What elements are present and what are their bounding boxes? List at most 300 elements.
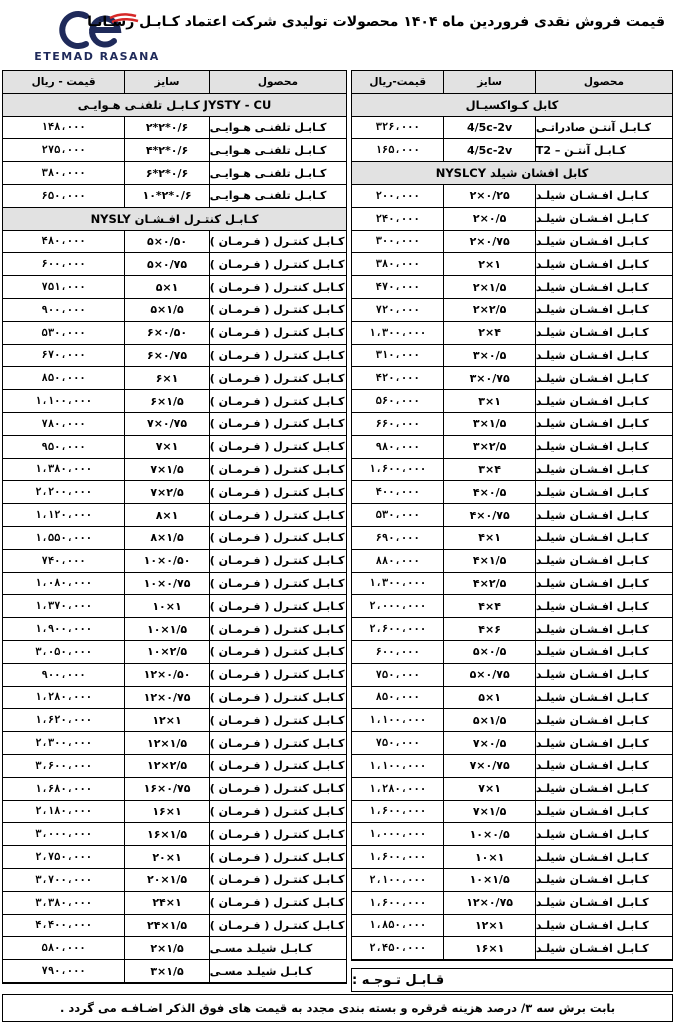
product-cell: کـابـل کنتـرل ( فـرمـان ) xyxy=(209,778,346,800)
product-cell: کـابـل کنتـرل ( فـرمـان ) xyxy=(209,367,346,389)
product-cell: کـابـل افـشـان شیلـد xyxy=(535,436,672,458)
size-cell: ۱۲×۱ xyxy=(124,709,209,731)
price-cell: ۸۵۰،۰۰۰ xyxy=(41,372,86,385)
table-row xyxy=(352,664,672,687)
note-label: قـابـل تـوجـه : xyxy=(351,968,673,992)
price-cell: ۵۳۰،۰۰۰ xyxy=(375,509,420,522)
product-cell: کـابـل افـشـان شیلـد xyxy=(535,345,672,367)
table-row xyxy=(352,208,672,231)
table-row xyxy=(3,846,346,869)
size-cell: ۲۰×۱ xyxy=(124,846,209,868)
product-cell: کـابـل کنتـرل ( فـرمـان ) xyxy=(209,915,346,937)
size-cell: ۷×۰/۷۵ xyxy=(124,413,209,435)
footer-note: بابت برش سه ۳/ درصد هزینه قرقره و بسته بندی مجدد به قیمت های فوق الذکر اضـافـه می گردد . xyxy=(2,994,673,1022)
size-cell: ۵×۰/۵ xyxy=(443,641,534,663)
product-cell: کـابـل کنتـرل ( فـرمـان ) xyxy=(209,253,346,275)
table-row xyxy=(3,162,346,185)
product-cell: کـابـل افـشـان شیلـد xyxy=(535,869,672,891)
table-row xyxy=(352,641,672,664)
size-cell: ۲۴×۱ xyxy=(124,892,209,914)
price-cell: ۷۵۰،۰۰۰ xyxy=(375,668,420,681)
table-row xyxy=(352,527,672,550)
price-cell: ۲۷۵،۰۰۰ xyxy=(41,144,86,157)
product-cell: کـابـل افـشـان شیلـد xyxy=(535,846,672,868)
size-cell: ۷×۱ xyxy=(124,436,209,458)
size-cell: ۶×۱/۵ xyxy=(124,390,209,412)
price-cell: ۳۸۰،۰۰۰ xyxy=(375,258,420,271)
size-cell: ۱۰×۱/۵ xyxy=(124,618,209,640)
table-row xyxy=(352,846,672,869)
table-row xyxy=(352,413,672,436)
price-cell: ۷۸۰،۰۰۰ xyxy=(41,417,86,430)
table-row xyxy=(3,436,346,459)
table-row xyxy=(352,139,672,162)
price-cell: ۲۴۰،۰۰۰ xyxy=(375,212,420,225)
product-cell: کـابـل آنتـن صادراتـی xyxy=(535,117,672,139)
price-cell: ۶۰۰،۰۰۰ xyxy=(41,258,86,271)
price-cell: ۱،۲۸۰،۰۰۰ xyxy=(369,782,427,795)
product-cell: کـابـل افـشـان شیلـد xyxy=(535,276,672,298)
product-cell: کـابـل کنتـرل ( فـرمـان ) xyxy=(209,573,346,595)
size-cell: ۴×۶ xyxy=(443,618,534,640)
price-cell: ۹۸۰،۰۰۰ xyxy=(375,440,420,453)
product-cell: کـابـل کنتـرل ( فـرمـان ) xyxy=(209,687,346,709)
size-cell: ۱۲×۲/۵ xyxy=(124,755,209,777)
price-cell: ۲،۱۸۰،۰۰۰ xyxy=(35,805,93,818)
size-cell: ۱۶×۰/۷۵ xyxy=(124,778,209,800)
size-cell: ۶×۱ xyxy=(124,367,209,389)
table-row xyxy=(3,504,346,527)
size-cell: ۷×۰/۷۵ xyxy=(443,755,534,777)
product-cell: کـابـل کنتـرل ( فـرمـان ) xyxy=(209,618,346,640)
price-cell: ۴۲۰،۰۰۰ xyxy=(375,372,420,385)
price-cell: ۵۳۰،۰۰۰ xyxy=(41,326,86,339)
price-cell: ۱،۶۲۰،۰۰۰ xyxy=(35,714,93,727)
table-header-row xyxy=(352,71,672,94)
table-row xyxy=(352,573,672,596)
size-cell: ۴×۴ xyxy=(443,595,534,617)
table-row xyxy=(352,117,672,140)
price-cell: ۱،۱۰۰،۰۰۰ xyxy=(369,759,427,772)
price-cell: ۳،۷۰۰،۰۰۰ xyxy=(35,873,93,886)
price-cell: ۱،۶۰۰،۰۰۰ xyxy=(369,805,427,818)
price-cell: ۱،۹۰۰،۰۰۰ xyxy=(35,623,93,636)
price-cell: ۲،۲۰۰،۰۰۰ xyxy=(35,486,93,499)
size-cell: ۱۶×۱ xyxy=(124,801,209,823)
product-cell: کـابـل افـشـان شیلـد xyxy=(535,892,672,914)
size-cell: ۵×۰/۵۰ xyxy=(124,231,209,253)
price-cell: ۱،۳۰۰،۰۰۰ xyxy=(369,326,427,339)
size-cell: ۲۰×۱/۵ xyxy=(124,869,209,891)
product-cell: کـابـل افـشـان شیلـد xyxy=(535,937,672,959)
table-row xyxy=(352,345,672,368)
price-cell: ۳۱۰،۰۰۰ xyxy=(375,349,420,362)
table-row xyxy=(3,801,346,824)
product-cell: کـابـل کنتـرل ( فـرمـان ) xyxy=(209,846,346,868)
product-cell: کـابـل تلفنـی هـوایـی xyxy=(209,185,346,207)
table-row xyxy=(352,367,672,390)
product-cell: کـابـل افـشـان شیلـد xyxy=(535,641,672,663)
product-cell: کـابـل کنتـرل ( فـرمـان ) xyxy=(209,276,346,298)
size-cell: ۴×۰/۵ xyxy=(443,481,534,503)
size-cell: ۱۶×۱ xyxy=(443,937,534,959)
price-cell: ۲،۳۰۰،۰۰۰ xyxy=(35,737,93,750)
size-cell: ۷×۱/۵ xyxy=(443,801,534,823)
product-cell: کـابـل افـشـان شیلـد xyxy=(535,823,672,845)
table-header-row xyxy=(3,71,346,94)
table-row xyxy=(3,778,346,801)
product-cell: کـابـل کنتـرل ( فـرمـان ) xyxy=(209,550,346,572)
size-cell: ۳×۱/۵ xyxy=(443,413,534,435)
product-cell: کـابـل افـشـان شیلـد xyxy=(535,618,672,640)
price-cell: ۱،۶۰۰،۰۰۰ xyxy=(369,896,427,909)
size-cell: ۱۲×۱/۵ xyxy=(124,732,209,754)
size-cell: ۳×۴ xyxy=(443,459,534,481)
product-cell: کـابـل کنتـرل ( فـرمـان ) xyxy=(209,664,346,686)
product-cell: کـابـل کنتـرل ( فـرمـان ) xyxy=(209,322,346,344)
table-row xyxy=(3,892,346,915)
price-cell: ۳۲۶،۰۰۰ xyxy=(375,121,420,134)
product-cell: کـابـل افـشـان شیلـد xyxy=(535,299,672,321)
price-cell: ۹۰۰،۰۰۰ xyxy=(41,303,86,316)
product-cell: کـابـل کنتـرل ( فـرمـان ) xyxy=(209,527,346,549)
product-cell: کـابـل کنتـرل ( فـرمـان ) xyxy=(209,595,346,617)
price-cell: ۱،۶۰۰،۰۰۰ xyxy=(369,851,427,864)
size-cell: ۶×۰/۷۵ xyxy=(124,345,209,367)
product-cell: کـابـل کنتـرل ( فـرمـان ) xyxy=(209,641,346,663)
table-row xyxy=(3,937,346,960)
product-cell: کـابـل افـشـان شیلـد xyxy=(535,413,672,435)
price-cell: ۳۸۰،۰۰۰ xyxy=(41,167,86,180)
product-cell: کـابـل افـشـان شیلـد xyxy=(535,527,672,549)
table-row xyxy=(352,618,672,641)
product-cell: کـابـل افـشـان شیلـد xyxy=(535,709,672,731)
product-cell: کـابـل افـشـان شیلـد xyxy=(535,459,672,481)
size-cell: ۵×۱/۵ xyxy=(124,299,209,321)
size-cell: ۱۰×۲/۵ xyxy=(124,641,209,663)
size-cell: ۱۰×۰/۵۰ xyxy=(124,550,209,572)
price-cell: ۱،۳۸۰،۰۰۰ xyxy=(35,463,93,476)
column-header-size: سایز xyxy=(443,71,534,93)
table-row xyxy=(352,709,672,732)
product-cell: کـابـل کنتـرل ( فـرمـان ) xyxy=(209,436,346,458)
price-cell: ۱۴۸،۰۰۰ xyxy=(41,121,86,134)
price-cell: ۷۴۰،۰۰۰ xyxy=(41,554,86,567)
size-cell: ۱۲×۰/۷۵ xyxy=(443,892,534,914)
size-cell: ۷×۱/۵ xyxy=(124,459,209,481)
size-cell: ۲×۴ xyxy=(443,322,534,344)
product-cell: کـابـل شیلـد مسـی xyxy=(209,937,346,959)
table-row xyxy=(352,892,672,915)
product-cell: کـابـل افـشـان شیلـد xyxy=(535,732,672,754)
table-row xyxy=(3,185,346,208)
table-row xyxy=(352,253,672,276)
table-row xyxy=(3,459,346,482)
price-cell: ۳۰۰،۰۰۰ xyxy=(375,235,420,248)
price-cell: ۱،۱۰۰،۰۰۰ xyxy=(35,395,93,408)
size-cell: 4/5c-2v xyxy=(443,139,534,161)
table-row xyxy=(352,937,672,960)
size-cell: ۵×۰/۷۵ xyxy=(443,664,534,686)
table-row xyxy=(352,778,672,801)
product-cell: کـابـل کنتـرل ( فـرمـان ) xyxy=(209,709,346,731)
product-cell: کـابـل کنتـرل ( فـرمـان ) xyxy=(209,481,346,503)
size-cell: ۸×۱ xyxy=(124,504,209,526)
product-cell: کـابـل تلفنـی هـوایـی xyxy=(209,117,346,139)
table-row xyxy=(3,618,346,641)
product-cell: کـابـل افـشـان شیلـد xyxy=(535,778,672,800)
price-cell: ۱،۳۰۰،۰۰۰ xyxy=(369,577,427,590)
table-row xyxy=(3,687,346,710)
price-cell: ۲،۷۵۰،۰۰۰ xyxy=(35,851,93,864)
product-cell: کـابـل افـشـان شیلـد xyxy=(535,481,672,503)
price-cell: ۲،۴۵۰،۰۰۰ xyxy=(369,942,427,955)
table-row xyxy=(3,915,346,938)
table-row xyxy=(3,367,346,390)
table-row xyxy=(3,231,346,254)
product-cell: کـابـل افـشـان شیلـد xyxy=(535,253,672,275)
table-row xyxy=(3,276,346,299)
table-row xyxy=(352,459,672,482)
product-cell: کـابـل افـشـان شیلـد xyxy=(535,504,672,526)
section-header: کابل افشان شیلد NYSLCY xyxy=(352,162,672,185)
price-cell: ۱۶۵،۰۰۰ xyxy=(375,144,420,157)
table-row xyxy=(352,687,672,710)
product-cell: کـابـل کنتـرل ( فـرمـان ) xyxy=(209,732,346,754)
price-cell: ۱،۸۵۰،۰۰۰ xyxy=(369,919,427,932)
table-row xyxy=(3,755,346,778)
table-row xyxy=(3,299,346,322)
table-row xyxy=(3,481,346,504)
table-row xyxy=(352,550,672,573)
table-row xyxy=(352,801,672,824)
table-row xyxy=(352,915,672,938)
price-cell: ۶۵۰،۰۰۰ xyxy=(41,189,86,202)
size-cell: ۶*۲*۰/۶ xyxy=(124,162,209,184)
size-cell: ۲×۰/۷۵ xyxy=(443,231,534,253)
size-cell: ۳×۱ xyxy=(443,390,534,412)
table-row xyxy=(3,960,346,983)
table-row xyxy=(352,299,672,322)
product-cell: کـابـل افـشـان شیلـد xyxy=(535,573,672,595)
price-cell: ۷۵۱،۰۰۰ xyxy=(41,281,86,294)
price-cell: ۲۰۰،۰۰۰ xyxy=(375,189,420,202)
size-cell: ۷×۰/۵ xyxy=(443,732,534,754)
product-cell: کـابـل افـشـان شیلـد xyxy=(535,231,672,253)
product-cell: کـابـل افـشـان شیلـد xyxy=(535,208,672,230)
table-row xyxy=(3,641,346,664)
logo-text: ETEMAD RASANA xyxy=(34,50,160,63)
product-cell: کـابـل افـشـان شیلـد xyxy=(535,390,672,412)
product-cell: کـابـل کنتـرل ( فـرمـان ) xyxy=(209,413,346,435)
price-cell: ۱،۱۲۰،۰۰۰ xyxy=(35,509,93,522)
table-row xyxy=(3,253,346,276)
column-header-price: قیمت - ریال xyxy=(31,75,96,88)
table-row xyxy=(352,732,672,755)
price-cell: ۳،۰۰۰،۰۰۰ xyxy=(35,828,93,841)
size-cell: ۴×۲/۵ xyxy=(443,573,534,595)
table-row xyxy=(3,595,346,618)
price-cell: ۲،۰۰۰،۰۰۰ xyxy=(369,600,427,613)
table-row xyxy=(352,504,672,527)
size-cell: ۴×۰/۷۵ xyxy=(443,504,534,526)
size-cell: ۴×۱/۵ xyxy=(443,550,534,572)
price-cell: ۶۶۰،۰۰۰ xyxy=(375,417,420,430)
product-cell: کـابـل تلفنـی هـوایـی xyxy=(209,162,346,184)
table-row xyxy=(3,823,346,846)
product-cell: کـابـل کنتـرل ( فـرمـان ) xyxy=(209,345,346,367)
price-cell: ۸۵۰،۰۰۰ xyxy=(375,691,420,704)
product-cell: کـابـل افـشـان شیلـد xyxy=(535,322,672,344)
price-cell: ۳،۶۰۰،۰۰۰ xyxy=(35,759,93,772)
price-cell: ۴۸۰،۰۰۰ xyxy=(41,235,86,248)
price-cell: ۱،۱۰۰،۰۰۰ xyxy=(369,714,427,727)
table-row xyxy=(352,390,672,413)
table-row xyxy=(352,755,672,778)
size-cell: ۱۲×۰/۵۰ xyxy=(124,664,209,686)
column-header-product: محصول xyxy=(535,71,672,93)
table-row xyxy=(3,550,346,573)
price-cell: ۴۷۰،۰۰۰ xyxy=(375,281,420,294)
page-header xyxy=(0,0,675,70)
price-cell: ۵۸۰،۰۰۰ xyxy=(41,942,86,955)
size-cell: ۶×۰/۵۰ xyxy=(124,322,209,344)
table-row xyxy=(3,869,346,892)
size-cell: ۵×۱/۵ xyxy=(443,709,534,731)
price-cell: ۴۰۰،۰۰۰ xyxy=(375,486,420,499)
table-row xyxy=(352,869,672,892)
price-cell: ۱،۲۸۰،۰۰۰ xyxy=(35,691,93,704)
product-cell: کـابـل کنتـرل ( فـرمـان ) xyxy=(209,390,346,412)
section-header: کابل کـواکسیـال xyxy=(352,94,672,117)
size-cell: ۲×۱/۵ xyxy=(124,937,209,959)
product-cell: کـابـل کنتـرل ( فـرمـان ) xyxy=(209,755,346,777)
price-cell: ۹۵۰،۰۰۰ xyxy=(41,440,86,453)
price-cell: ۱،۵۵۰،۰۰۰ xyxy=(35,531,93,544)
size-cell: ۳×۲/۵ xyxy=(443,436,534,458)
product-cell: کـابـل کنتـرل ( فـرمـان ) xyxy=(209,231,346,253)
size-cell: ۱۰×۱ xyxy=(124,595,209,617)
price-cell: ۱،۰۰۰،۰۰۰ xyxy=(369,828,427,841)
size-cell: ۳×۱/۵ xyxy=(124,960,209,982)
product-cell: کـابـل کنتـرل ( فـرمـان ) xyxy=(209,823,346,845)
product-cell: کـابـل افـشـان شیلـد xyxy=(535,664,672,686)
table-row xyxy=(352,595,672,618)
table-row xyxy=(3,345,346,368)
product-cell: کـابـل افـشـان شیلـد xyxy=(535,595,672,617)
table-row xyxy=(352,185,672,208)
size-cell: ۵×۱ xyxy=(443,687,534,709)
column-header-price: قیمت-ریال xyxy=(369,75,427,88)
price-cell: ۱،۰۸۰،۰۰۰ xyxy=(35,577,93,590)
table-row xyxy=(3,390,346,413)
section-header: JYSTY - CU کـابـل تلفنـی هـوایـی xyxy=(3,94,346,117)
size-cell: ۳×۰/۷۵ xyxy=(443,367,534,389)
table-row xyxy=(3,664,346,687)
table-row xyxy=(352,276,672,299)
price-cell: ۷۹۰،۰۰۰ xyxy=(41,965,86,978)
table-row xyxy=(3,322,346,345)
price-cell: ۱،۶۸۰،۰۰۰ xyxy=(35,782,93,795)
size-cell: 4/5c-2v xyxy=(443,117,534,139)
product-cell: کـابـل افـشـان شیلـد xyxy=(535,801,672,823)
price-cell: ۷۵۰،۰۰۰ xyxy=(375,737,420,750)
product-cell: کـابـل تلفنـی هـوایـی xyxy=(209,139,346,161)
size-cell: ۱۰*۲*۰/۶ xyxy=(124,185,209,207)
price-cell: ۱،۶۰۰،۰۰۰ xyxy=(369,463,427,476)
size-cell: ۱۲×۰/۷۵ xyxy=(124,687,209,709)
size-cell: ۱۶×۱/۵ xyxy=(124,823,209,845)
table-row xyxy=(3,139,346,162)
size-cell: ۷×۲/۵ xyxy=(124,481,209,503)
size-cell: ۴*۲*۰/۶ xyxy=(124,139,209,161)
table-row xyxy=(3,709,346,732)
product-cell: کـابـل افـشـان شیلـد xyxy=(535,185,672,207)
product-cell: کـابـل کنتـرل ( فـرمـان ) xyxy=(209,869,346,891)
product-cell: کـابـل شیلـد مسـی xyxy=(209,960,346,982)
table-row xyxy=(3,732,346,755)
price-cell: ۶۷۰،۰۰۰ xyxy=(41,349,86,362)
product-cell: کـابـل کنتـرل ( فـرمـان ) xyxy=(209,299,346,321)
size-cell: ۲×۰/۲۵ xyxy=(443,185,534,207)
price-cell: ۷۲۰،۰۰۰ xyxy=(375,303,420,316)
price-cell: ۵۶۰،۰۰۰ xyxy=(375,395,420,408)
size-cell: ۵×۰/۷۵ xyxy=(124,253,209,275)
price-cell: ۶۹۰،۰۰۰ xyxy=(375,531,420,544)
right-price-table xyxy=(351,70,673,961)
price-cell: ۲،۶۰۰،۰۰۰ xyxy=(369,623,427,636)
table-row xyxy=(352,823,672,846)
product-cell: کـابـل کنتـرل ( فـرمـان ) xyxy=(209,801,346,823)
size-cell: ۲*۲*۰/۶ xyxy=(124,117,209,139)
column-header-size: سایز xyxy=(124,71,209,93)
size-cell: ۱۰×۱/۵ xyxy=(443,869,534,891)
size-cell: ۲×۰/۵ xyxy=(443,208,534,230)
size-cell: ۴×۱ xyxy=(443,527,534,549)
price-cell: ۹۰۰،۰۰۰ xyxy=(41,668,86,681)
product-cell: کـابـل افـشـان شیلـد xyxy=(535,550,672,572)
product-cell: کـابـل افـشـان شیلـد xyxy=(535,687,672,709)
product-cell: کـابـل آنتـن – T2 xyxy=(535,139,672,161)
size-cell: ۱۰×۱ xyxy=(443,846,534,868)
table-row xyxy=(352,322,672,345)
table-row xyxy=(3,527,346,550)
table-row xyxy=(352,436,672,459)
size-cell: ۱۰×۰/۵ xyxy=(443,823,534,845)
left-price-table xyxy=(2,70,347,984)
table-row xyxy=(3,413,346,436)
column-header-product: محصول xyxy=(209,71,346,93)
price-cell: ۴،۴۰۰،۰۰۰ xyxy=(35,919,93,932)
size-cell: ۲×۱/۵ xyxy=(443,276,534,298)
size-cell: ۱۰×۰/۷۵ xyxy=(124,573,209,595)
page-title: قیمت فروش نقدی فروردین ماه ۱۴۰۴ محصولات تولیدی شرکت اعتماد کـابـل رسـانـا xyxy=(87,14,665,30)
size-cell: ۲×۱ xyxy=(443,253,534,275)
product-cell: کـابـل افـشـان شیلـد xyxy=(535,915,672,937)
size-cell: ۳×۰/۵ xyxy=(443,345,534,367)
size-cell: ۵×۱ xyxy=(124,276,209,298)
product-cell: کـابـل کنتـرل ( فـرمـان ) xyxy=(209,892,346,914)
product-cell: کـابـل کنتـرل ( فـرمـان ) xyxy=(209,459,346,481)
size-cell: ۱۲×۱ xyxy=(443,915,534,937)
table-row xyxy=(3,117,346,140)
price-cell: ۸۸۰،۰۰۰ xyxy=(375,554,420,567)
table-row xyxy=(352,231,672,254)
price-cell: ۲،۱۰۰،۰۰۰ xyxy=(369,873,427,886)
table-row xyxy=(352,481,672,504)
product-cell: کـابـل افـشـان شیلـد xyxy=(535,367,672,389)
product-cell: کـابـل افـشـان شیلـد xyxy=(535,755,672,777)
